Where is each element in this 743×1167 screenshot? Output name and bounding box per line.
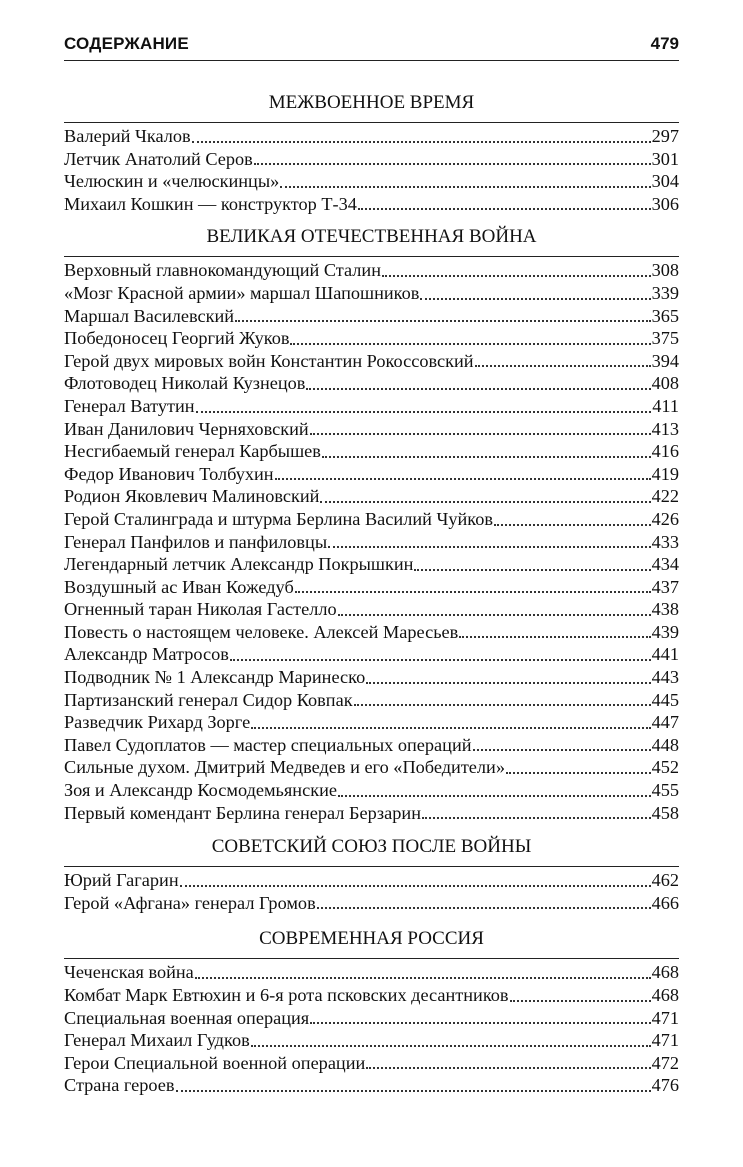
dot-leader: [251, 1045, 651, 1047]
running-header-page-number: 479: [650, 34, 679, 53]
toc-entry: [64, 621, 679, 644]
toc-entry-title: Герой «Афгана» генерал Громов: [64, 892, 316, 913]
toc-entry-page-number: 433: [651, 531, 679, 552]
toc-entry: [64, 1029, 679, 1052]
toc-entry: [64, 689, 679, 712]
section-entries: [64, 259, 679, 824]
toc-entry: [64, 282, 679, 305]
dot-leader: [192, 141, 651, 143]
toc-entry: [64, 802, 679, 825]
toc-entry: [64, 553, 679, 576]
toc-entry-page-number: 468: [651, 985, 679, 1005]
toc-entry-title: Герой двух мировых войн Константин Рокоссовский: [64, 350, 474, 371]
toc-entry: [64, 327, 679, 350]
dot-leader: [295, 591, 651, 593]
toc-entry-page-number: 476: [651, 1075, 679, 1096]
running-header: [64, 34, 679, 61]
toc-entry-page-number: 304: [651, 171, 679, 192]
toc-entry-page-number: 441: [651, 644, 679, 665]
dot-leader: [322, 456, 651, 458]
toc-entry: [64, 148, 679, 171]
toc-entry-page-number: 472: [651, 1052, 679, 1073]
toc-entry: [64, 125, 679, 148]
toc-entry-page-number: 422: [651, 486, 679, 507]
toc-entry-title: Генерал Михаил Гудков: [64, 1030, 250, 1051]
toc-entry-title: Генерал Панфилов и панфиловцы: [64, 531, 328, 552]
toc-entry: [64, 1074, 679, 1097]
toc-entry: [64, 598, 679, 621]
toc-section: [64, 226, 679, 824]
dot-leader: [280, 186, 650, 188]
toc-entry-page-number: 394: [651, 350, 679, 371]
toc-entry-title: Маршал Василевский: [64, 305, 235, 326]
dot-leader: [366, 1067, 650, 1069]
toc-entry-page-number: 445: [651, 689, 679, 710]
section-rule: [64, 256, 679, 257]
toc-entry: [64, 485, 679, 508]
toc-entry-title: Иван Данилович Черняховский: [64, 418, 309, 439]
dot-leader: [366, 682, 650, 684]
toc-entry: [64, 193, 679, 216]
toc-entry-title: Страна героев: [64, 1075, 175, 1096]
toc-entry: [64, 350, 679, 373]
toc-entry-title: Повесть о настоящем человеке. Алексей Маресьев: [64, 621, 459, 642]
dot-leader: [306, 388, 650, 390]
toc-entry: [64, 961, 679, 984]
dot-leader: [473, 749, 651, 751]
toc-entry: [64, 1007, 679, 1030]
dot-leader: [230, 659, 651, 661]
dot-leader: [320, 501, 650, 503]
toc-section: [64, 92, 679, 215]
toc-entry: [64, 711, 679, 734]
toc-entry: [64, 1052, 679, 1075]
toc-entry-page-number: 462: [651, 870, 679, 891]
toc-entry: [64, 463, 679, 486]
toc-entry: [64, 643, 679, 666]
dot-leader: [317, 907, 651, 909]
section-heading: МЕЖВОЕННОЕ ВРЕМЯ: [268, 92, 475, 113]
running-header-title: СОДЕРЖАНИЕ: [64, 34, 189, 53]
toc-section: [64, 836, 679, 914]
toc-entry-title: Сильные духом. Дмитрий Медведев и его «Победители»: [64, 757, 505, 778]
toc-entry-page-number: 458: [651, 802, 679, 823]
dot-leader: [254, 163, 651, 165]
toc-entry: [64, 170, 679, 193]
section-heading: СОВРЕМЕННАЯ РОССИЯ: [259, 928, 484, 950]
toc-entry-title: Александр Матросов: [64, 644, 229, 665]
toc-entry-title: Победоносец Георгий Жуков: [64, 328, 290, 349]
toc-entry-title: Родион Яковлевич Малиновский: [64, 486, 320, 507]
toc-entry-title: Легендарный летчик Александр Покрышкин: [64, 554, 414, 575]
toc-entry: [64, 756, 679, 779]
toc-entry-page-number: 437: [651, 576, 679, 597]
toc-entry-title: Валерий Чкалов: [64, 126, 191, 146]
toc-entry-title: Чеченская война: [64, 962, 194, 983]
table-of-contents: [64, 92, 679, 1097]
toc-entry-page-number: 452: [651, 757, 679, 778]
toc-entry-page-number: 308: [651, 260, 679, 281]
dot-leader: [176, 1090, 651, 1092]
toc-entry-page-number: 419: [651, 463, 679, 484]
toc-entry-title: Подводник № 1 Александр Маринеско: [64, 667, 366, 688]
toc-entry-title: Зоя и Александр Космодемьянские: [64, 780, 337, 801]
section-rule: [64, 866, 679, 867]
toc-entry-title: Федор Иванович Толбухин: [64, 463, 274, 484]
toc-entry-title: Воздушный ас Иван Кожедуб: [64, 576, 294, 597]
toc-entry: [64, 508, 679, 531]
toc-entry: [64, 259, 679, 282]
toc-entry-page-number: 443: [651, 667, 679, 688]
toc-entry: [64, 869, 679, 892]
section-entries: [64, 869, 679, 914]
toc-entry-page-number: 301: [651, 148, 679, 169]
dot-leader: [251, 727, 650, 729]
toc-section: [64, 928, 679, 1097]
toc-entry-page-number: 375: [651, 328, 679, 349]
toc-entry-title: Флотоводец Николай Кузнецов: [64, 373, 306, 394]
dot-leader: [354, 704, 651, 706]
toc-entry-page-number: 434: [651, 554, 679, 575]
toc-entry-title: Комбат Марк Евтюхин и 6-я рота псковских десантников: [64, 985, 509, 1005]
toc-entry-page-number: 466: [651, 892, 679, 913]
toc-entry-title: Юрий Гагарин: [64, 870, 179, 891]
section-entries: [64, 125, 679, 215]
toc-entry: [64, 531, 679, 554]
section-entries: [64, 961, 679, 1097]
toc-entry-page-number: 408: [651, 373, 679, 394]
dot-leader: [195, 977, 651, 979]
toc-entry-title: Герой Сталинграда и штурма Берлина Василий Чуйков: [64, 508, 493, 529]
dot-leader: [275, 478, 651, 480]
dot-leader: [358, 208, 651, 210]
toc-entry: [64, 892, 679, 915]
toc-entry-title: Верховный главнокомандующий Сталин: [64, 260, 381, 281]
toc-entry-page-number: 306: [651, 193, 679, 214]
dot-leader: [510, 1000, 651, 1002]
toc-entry-title: Летчик Анатолий Серов: [64, 148, 253, 169]
dot-leader: [338, 795, 651, 797]
toc-entry-title: Несгибаемый генерал Карбышев: [64, 441, 321, 462]
dot-leader: [420, 298, 650, 300]
toc-entry: [64, 734, 679, 757]
toc-entry: [64, 418, 679, 441]
toc-entry-title: Павел Судоплатов — мастер специальных операций: [64, 734, 472, 755]
toc-entry: [64, 305, 679, 328]
toc-entry-page-number: 339: [651, 282, 679, 303]
dot-leader: [506, 772, 651, 774]
toc-entry-page-number: 411: [652, 395, 679, 416]
toc-entry-page-number: 297: [651, 126, 679, 146]
dot-leader: [382, 275, 651, 277]
toc-entry-title: Разведчик Рихард Зорге: [64, 712, 251, 733]
toc-entry-page-number: 447: [651, 712, 679, 733]
dot-leader: [422, 817, 651, 819]
toc-entry: [64, 984, 679, 1007]
toc-entry-title: Михаил Кошкин — конструктор Т-34: [64, 193, 357, 214]
toc-entry-title: Герои Специальной военной операции: [64, 1052, 366, 1073]
toc-entry-page-number: 365: [651, 305, 679, 326]
toc-entry: [64, 440, 679, 463]
toc-entry-page-number: 416: [651, 441, 679, 462]
toc-entry-page-number: 468: [651, 962, 679, 983]
dot-leader: [494, 524, 651, 526]
toc-entry-page-number: 455: [651, 780, 679, 801]
toc-entry-title: «Мозг Красной армии» маршал Шапошников: [64, 282, 420, 303]
dot-leader: [196, 411, 652, 413]
toc-entry: [64, 666, 679, 689]
dot-leader: [328, 546, 650, 548]
toc-entry: [64, 372, 679, 395]
toc-entry-title: Челюскин и «челюскинцы»: [64, 171, 280, 192]
section-rule: [64, 958, 679, 959]
section-rule: [64, 122, 679, 123]
toc-entry-page-number: 448: [651, 734, 679, 755]
toc-entry-title: Специальная военная операция: [64, 1007, 310, 1028]
dot-leader: [180, 885, 651, 887]
dot-leader: [290, 343, 650, 345]
toc-entry-title: Первый комендант Берлина генерал Берзарин: [64, 802, 421, 823]
dot-leader: [310, 433, 651, 435]
toc-entry: [64, 395, 679, 418]
toc-entry-page-number: 438: [651, 599, 679, 620]
section-heading: СОВЕТСКИЙ СОЮЗ ПОСЛЕ ВОЙНЫ: [211, 836, 532, 858]
section-heading: ВЕЛИКАЯ ОТЕЧЕСТВЕННАЯ ВОЙНА: [206, 226, 537, 248]
toc-entry-page-number: 471: [651, 1007, 679, 1028]
toc-entry-title: Партизанский генерал Сидор Ковпак: [64, 689, 353, 710]
toc-entry-title: Огненный таран Николая Гастелло: [64, 599, 337, 620]
dot-leader: [310, 1022, 650, 1024]
toc-entry: [64, 576, 679, 599]
toc-entry-page-number: 426: [651, 508, 679, 529]
dot-leader: [414, 569, 650, 571]
dot-leader: [235, 320, 650, 322]
dot-leader: [475, 365, 651, 367]
toc-entry-title: Генерал Ватутин: [64, 395, 195, 416]
dot-leader: [338, 614, 651, 616]
toc-entry: [64, 779, 679, 802]
toc-entry-page-number: 413: [651, 418, 679, 439]
dot-leader: [459, 636, 650, 638]
toc-entry-page-number: 471: [651, 1030, 679, 1051]
toc-entry-page-number: 439: [651, 621, 679, 642]
